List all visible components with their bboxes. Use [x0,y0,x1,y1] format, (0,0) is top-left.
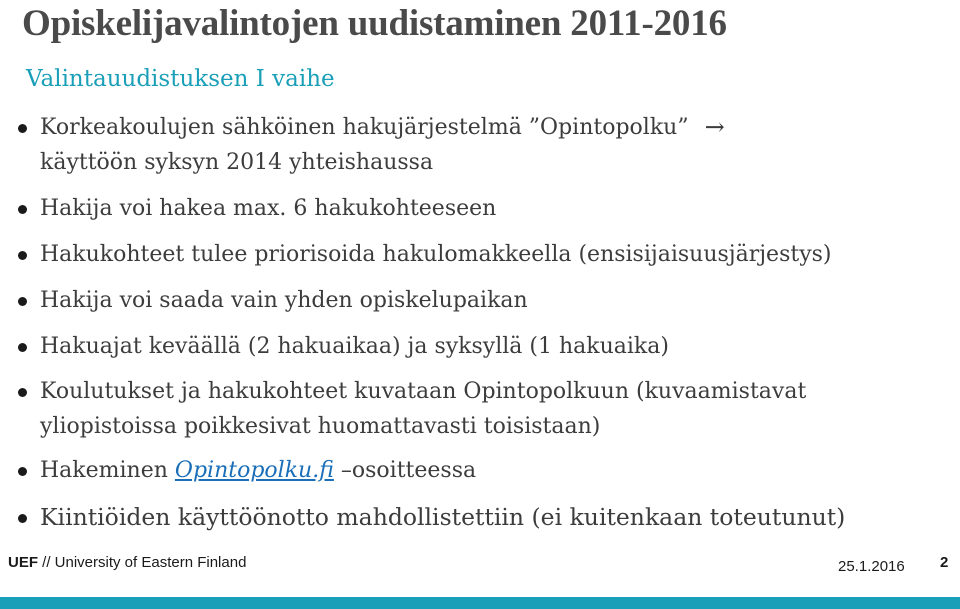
footer-accent-bar [0,597,960,609]
page-number: 2 [940,554,949,571]
bullet-text-continued: yliopistoissa poikkesivat huomattavasti toisistaan) [40,414,601,439]
section-heading: Valintauudistuksen I vaihe [26,66,335,92]
footer-org-short: UEF [8,554,38,571]
bullet-item-descriptions [18,374,948,444]
bullet-text: Hakija voi saada vain yhden opiskelupaikan [40,288,528,313]
slide-title: Opiskelijavalintojen uudistaminen 2011-2016 [22,3,727,44]
bullet-dot [18,205,27,214]
bullet-item-prioritize [18,237,948,272]
bullet-item-quotas [18,500,948,535]
bullet-dot [18,514,27,523]
bullet-item-apply-address [18,453,948,488]
bullet-item-opintopolku-system [18,110,948,180]
arrow-right-icon: → [704,113,725,141]
bullet-dot [18,251,27,260]
opintopolku-link[interactable]: Opintopolku.fi [174,458,334,483]
bullet-dot [18,467,27,476]
bullet-dot [18,297,27,306]
bullet-text: Koulutukset ja hakukohteet kuvataan Opintopolkuun (kuvaamistavat [40,379,807,404]
bullet-text: Hakeminen [40,458,168,483]
bullet-dot [18,388,27,397]
bullet-text-suffix: –osoitteessa [340,458,477,483]
bullet-item-one-place [18,283,948,318]
bullet-item-application-periods [18,329,948,364]
bullet-text: Hakuajat keväällä (2 hakuaikaa) ja syksyllä (1 hakuaika) [40,334,669,359]
bullet-text: Kiintiöiden käyttöönotto mahdollistettiin (ei kuitenkaan toteutunut) [40,503,846,531]
bullet-text-continued: käyttöön syksyn 2014 yhteishaussa [40,150,434,175]
footer-org-full: // University of Eastern Finland [38,554,247,571]
footer-date: 25.1.2016 [838,558,905,575]
bullet-text: Hakija voi hakea max. 6 hakukohteeseen [40,196,497,221]
bullet-text: Hakukohteet tulee priorisoida hakulomakkeella (ensisijaisuusjärjestys) [40,242,832,267]
bullet-text: Korkeakoulujen sähköinen hakujärjestelmä ”Opintopolku” [40,115,689,140]
bullet-dot [18,343,27,352]
bullet-dot [18,124,27,133]
footer-organization [8,554,246,571]
bullet-item-max-applications [18,191,948,226]
